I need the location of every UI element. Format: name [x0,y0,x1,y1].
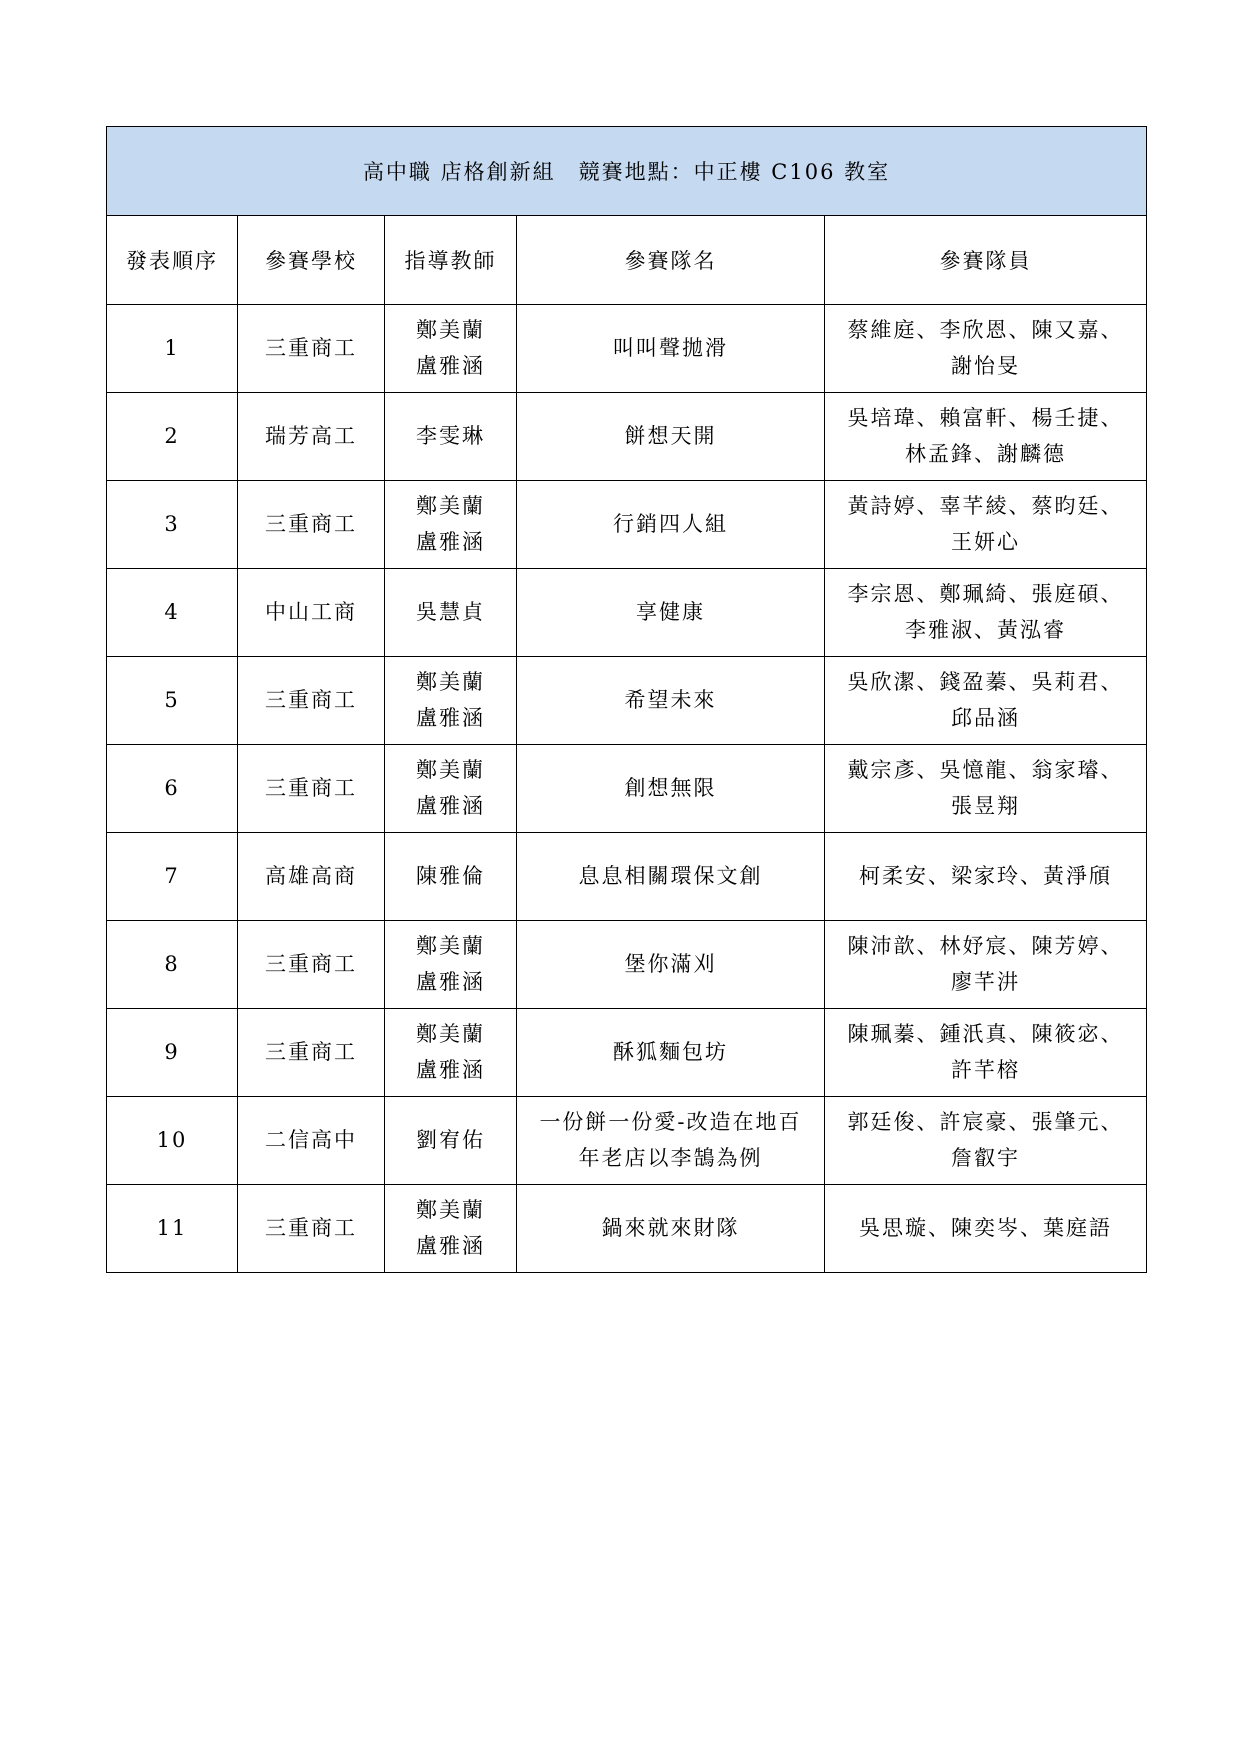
teacher-cell [385,1009,517,1097]
members-line: 吳思璇、陳奕岑、葉庭語 [859,1215,1113,1240]
teacher-cell [385,305,517,393]
teachers-line: 盧雅涵 [416,705,485,730]
team-name-cell [517,745,825,833]
table-row [107,393,1147,481]
members-line: 吳培瑋、賴富軒、楊壬捷、 [847,405,1124,430]
members-line: 許芊榕 [951,1057,1021,1082]
table-row [107,745,1147,833]
team-line: 一份餅一份愛-改造在地百 [539,1109,802,1134]
table-row [107,481,1147,569]
school-cell: 二信高中 [238,1097,385,1185]
header-order: 發表順序 [107,216,238,305]
competition-schedule-table [106,126,1147,1273]
members-line: 王妍心 [951,529,1021,554]
team-line: 息息相關環保文創 [578,863,763,888]
team-line: 年老店以李鵠為例 [578,1145,763,1170]
members-cell [825,481,1147,569]
members-cell [825,1185,1147,1273]
team-name-cell [517,481,825,569]
teachers-line: 李雯琳 [416,423,485,448]
team-line: 希望未來 [624,687,717,712]
order-cell: 2 [107,393,238,481]
team-name-cell [517,1009,825,1097]
teachers-line: 鄭美蘭 [416,933,485,958]
team-name-cell [517,569,825,657]
order-cell: 10 [107,1097,238,1185]
school-cell: 瑞芳高工 [238,393,385,481]
teacher-cell [385,745,517,833]
team-line: 酥狐麵包坊 [613,1039,728,1064]
teacher-cell [385,1097,517,1185]
team-line: 行銷四人組 [613,511,728,536]
order-cell: 1 [107,305,238,393]
table-row [107,1097,1147,1185]
order-cell: 8 [107,921,238,1009]
order-cell: 6 [107,745,238,833]
table-row [107,921,1147,1009]
teacher-cell [385,393,517,481]
team-name-cell [517,305,825,393]
school-cell: 三重商工 [238,305,385,393]
teacher-cell [385,481,517,569]
team-name-cell [517,1097,825,1185]
members-line: 詹叡宇 [951,1145,1021,1170]
teacher-cell [385,569,517,657]
table-row [107,1185,1147,1273]
team-line: 餅想天開 [624,423,717,448]
header-school: 參賽學校 [238,216,385,305]
members-line: 李宗恩、鄭珮綺、張庭碩、 [847,581,1124,606]
team-name-cell [517,833,825,921]
teacher-cell [385,833,517,921]
members-line: 廖芊汫 [951,969,1021,994]
header-teacher: 指導教師 [385,216,517,305]
table-row [107,833,1147,921]
teachers-line: 吳慧貞 [416,599,485,624]
header-row [107,216,1147,305]
order-cell: 5 [107,657,238,745]
teachers-line: 盧雅涵 [416,1233,485,1258]
teachers-line: 盧雅涵 [416,353,485,378]
team-line: 享健康 [636,599,705,624]
members-line: 戴宗彥、吳憶龍、翁家璿、 [847,757,1124,782]
document-page [106,126,1146,1273]
members-cell [825,1009,1147,1097]
team-line: 堡你滿刈 [624,951,717,976]
members-line: 郭廷俊、許宸豪、張肇元、 [847,1109,1124,1134]
members-line: 吳欣潔、錢盈蓁、吳莉君、 [847,669,1124,694]
members-line: 柯柔安、梁家玲、黃淨頎 [859,863,1113,888]
school-cell: 三重商工 [238,657,385,745]
table-row [107,657,1147,745]
order-cell: 3 [107,481,238,569]
teachers-line: 鄭美蘭 [416,493,485,518]
table-row [107,569,1147,657]
order-cell: 7 [107,833,238,921]
members-line: 陳沛歆、林妤宸、陳芳婷、 [847,933,1124,958]
members-cell [825,745,1147,833]
members-cell [825,569,1147,657]
order-cell: 4 [107,569,238,657]
members-cell [825,1097,1147,1185]
school-cell: 三重商工 [238,921,385,1009]
teachers-line: 劉宥佑 [416,1127,485,1152]
header-team-name: 參賽隊名 [517,216,825,305]
teachers-line: 盧雅涵 [416,969,485,994]
school-cell: 中山工商 [238,569,385,657]
members-cell [825,657,1147,745]
members-line: 蔡維庭、李欣恩、陳又嘉、 [847,317,1124,342]
school-cell: 三重商工 [238,1009,385,1097]
members-line: 張昱翔 [951,793,1021,818]
teachers-line: 陳雅倫 [416,863,485,888]
team-line: 鍋來就來財隊 [601,1215,740,1240]
school-cell: 三重商工 [238,745,385,833]
teachers-line: 盧雅涵 [416,793,485,818]
teacher-cell [385,1185,517,1273]
members-line: 林孟鋒、謝麟德 [905,441,1067,466]
school-cell: 高雄高商 [238,833,385,921]
teacher-cell [385,921,517,1009]
members-line: 黃詩婷、辜芊綾、蔡昀廷、 [847,493,1124,518]
table-body [107,305,1147,1273]
teachers-line: 鄭美蘭 [416,1197,485,1222]
teachers-line: 鄭美蘭 [416,1021,485,1046]
teachers-line: 盧雅涵 [416,529,485,554]
school-cell: 三重商工 [238,1185,385,1273]
members-line: 李雅淑、黃泓睿 [905,617,1067,642]
header-members: 參賽隊員 [825,216,1147,305]
team-line: 叫叫聲拋滑 [613,335,728,360]
team-line: 創想無限 [624,775,717,800]
teachers-line: 鄭美蘭 [416,669,485,694]
team-name-cell [517,921,825,1009]
teacher-cell [385,657,517,745]
members-cell [825,921,1147,1009]
school-cell: 三重商工 [238,481,385,569]
members-cell [825,833,1147,921]
members-cell [825,305,1147,393]
teachers-line: 盧雅涵 [416,1057,485,1082]
table-row [107,305,1147,393]
members-line: 陳珮蓁、鍾汦真、陳筱宓、 [847,1021,1124,1046]
order-cell: 11 [107,1185,238,1273]
table-row [107,1009,1147,1097]
order-cell: 9 [107,1009,238,1097]
teachers-line: 鄭美蘭 [416,317,485,342]
members-line: 邱品涵 [951,705,1021,730]
team-name-cell [517,1185,825,1273]
table-title: 高中職 店格創新組 競賽地點：中正樓 C106 教室 [107,127,1147,216]
team-name-cell [517,657,825,745]
title-row [107,127,1147,216]
team-name-cell [517,393,825,481]
teachers-line: 鄭美蘭 [416,757,485,782]
members-line: 謝怡旻 [951,353,1021,378]
members-cell [825,393,1147,481]
